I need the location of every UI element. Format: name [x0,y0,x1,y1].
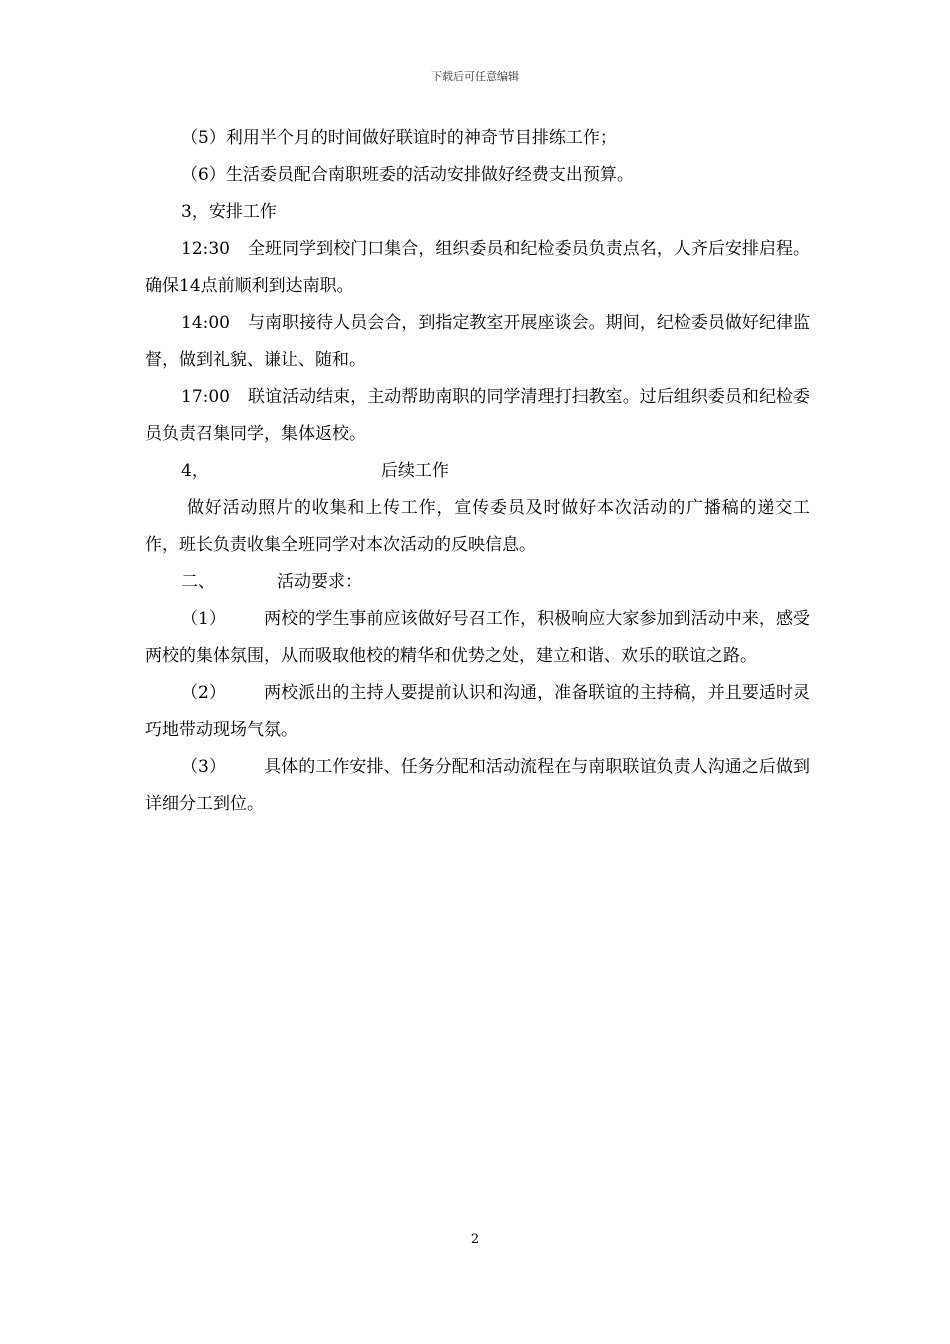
requirement-text: 具体的工作安排、任务分配和活动流程在与南职联谊负责人沟通之后做到详细分工到位。 [145,757,810,814]
section-4-text: 做好活动照片的收集和上传工作，宣传委员及时做好本次活动的广播稿的递交工作，班长负责收集全班同学对本次活动的反映信息。 [145,498,810,555]
section-2-title: 活动要求： [277,572,362,592]
schedule-text: 全班同学到校门口集合，组织委员和纪检委员负责点名，人齐后安排启程。确保14点前顺利到达南职。 [145,239,810,296]
section-2-number: 二、 [181,572,215,592]
requirement-number: （1） [181,609,227,629]
requirement-text: 两校的学生事前应该做好号召工作，积极响应大家参加到活动中来，感受两校的集体氛围，从而吸取他校的精华和优势之处，建立和谐、欢乐的联谊之路。 [145,609,810,666]
schedule-time: 17:00 [181,387,230,407]
requirement-number: （3） [181,757,227,777]
schedule-text: 与南职接待人员会合，到指定教室开展座谈会。期间，纪检委员做好纪律监督，做到礼貌、谦让、随和。 [145,313,810,370]
section-4-title: 后续工作 [380,461,449,481]
section-4-heading [145,453,810,490]
schedule-time: 12:30 [181,239,230,259]
requirement-2 [145,675,810,749]
item-5: （5）利用半个月的时间做好联谊时的神奇节目排练工作； [181,128,617,148]
document-body [145,120,810,823]
item-6: （6）生活委员配合南职班委的活动安排做好经费支出预算。 [181,165,634,185]
schedule-text: 联谊活动结束，主动帮助南职的同学清理打扫教室。过后组织委员和纪检委员负责召集同学，集体返校。 [145,387,810,444]
schedule-1230 [145,231,810,305]
requirement-3 [145,749,810,823]
requirement-1 [145,601,810,675]
section-4-number: 4， [181,461,209,481]
section-2-heading [145,564,810,601]
schedule-1700 [145,379,810,453]
schedule-time: 14:00 [181,313,230,333]
section-3-heading: 3，安排工作 [181,202,277,222]
page-number: 2 [470,1232,480,1247]
requirement-text: 两校派出的主持人要提前认识和沟通，准备联谊的主持稿，并且要适时灵巧地带动现场气氛。 [145,683,810,740]
schedule-1400 [145,305,810,379]
page-header-note: 下载后可任意编辑 [431,70,519,83]
requirement-number: （2） [181,683,227,703]
